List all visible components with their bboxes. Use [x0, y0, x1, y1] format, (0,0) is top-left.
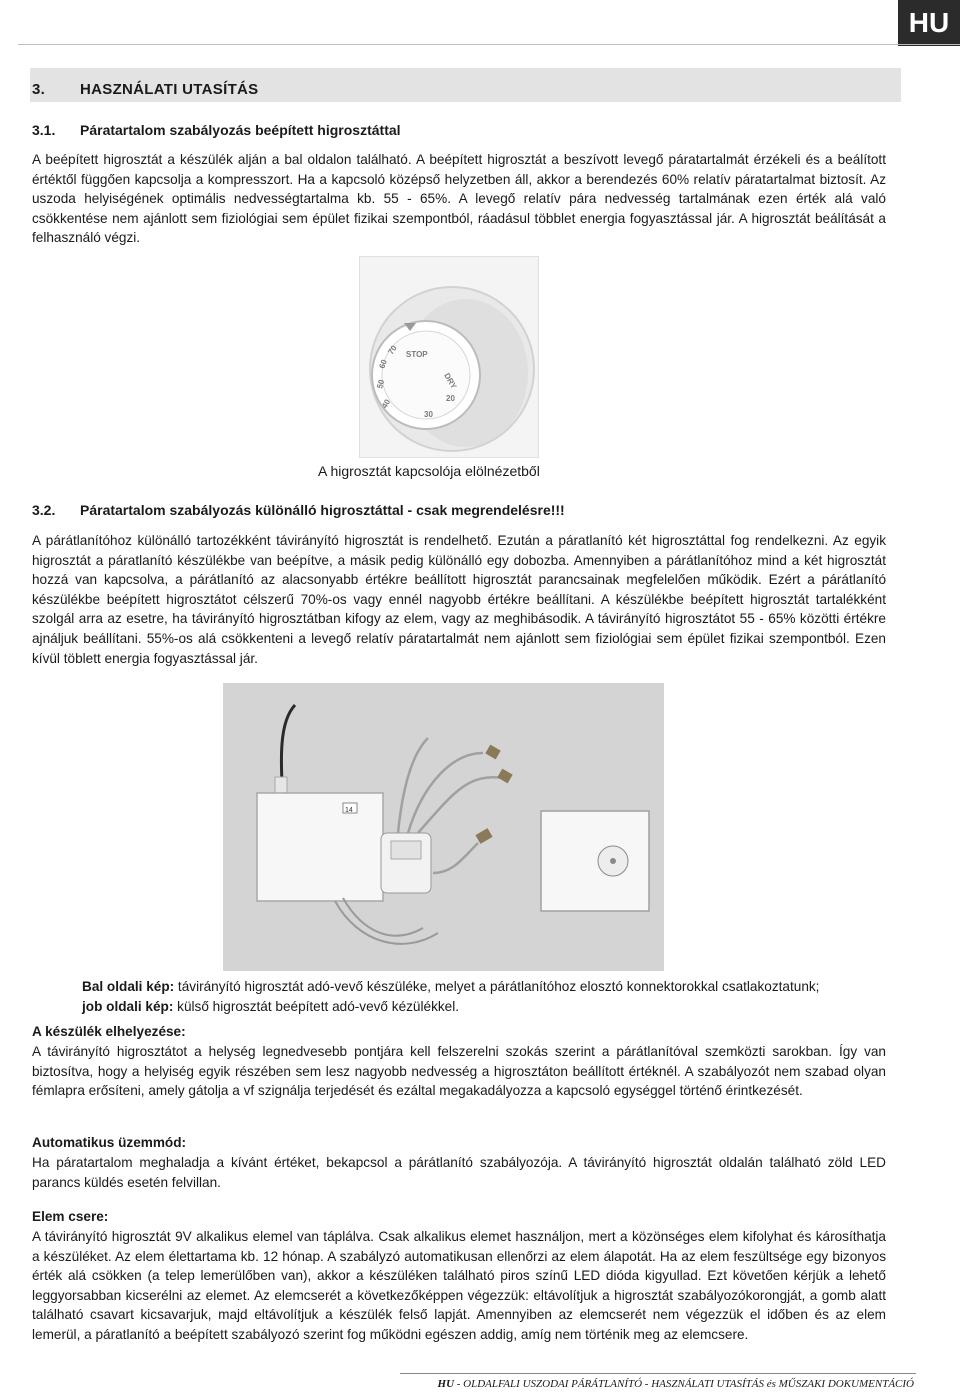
section-3-heading — [32, 81, 258, 98]
section-3-number: 3. — [32, 81, 46, 98]
footer-prefix: HU — [437, 1378, 455, 1390]
dial-figure-caption: A higrosztát kapcsolója elölnézetből — [318, 463, 540, 479]
section-3-1-title: Páratartalom szabályozás beépített higrosztáttal — [80, 122, 401, 138]
dial-label-50: 50 — [375, 378, 387, 390]
auto-mode-body: Ha páratartalom meghaladja a kívánt értéket, bekapcsol a párátlanító szabályozója. A távirányító higrosztát oldalán található zöld LED parancs küldés esetén felvillan. — [32, 1155, 886, 1190]
remote-hygrostat-photo — [223, 683, 664, 971]
section-3-1-heading — [32, 122, 401, 138]
remote-hygrostat-illustration — [223, 683, 664, 971]
top-divider — [18, 44, 960, 45]
dial-label-70: 70 — [386, 343, 399, 357]
battery-heading: Elem csere: — [32, 1209, 109, 1224]
dial-label-60: 60 — [377, 358, 389, 370]
placement-heading: A készülék elhelyezése: — [32, 1024, 186, 1039]
auto-mode-heading: Automatikus üzemmód: — [32, 1135, 187, 1150]
hygrostat-dial-photo — [359, 256, 539, 458]
section-3-1-number: 3.1. — [32, 122, 56, 138]
dial-label-20: 20 — [446, 394, 455, 403]
dial-label-30: 30 — [424, 410, 433, 419]
caption-right-text: külső higrosztát beépített adó-vevő kézülékkel. — [173, 998, 460, 1014]
hygrostat-dial-illustration — [360, 257, 538, 457]
section-3-2-title: Páratartalom szabályozás különálló higrosztáttal - csak megrendelésre!!! — [80, 502, 565, 518]
dial-label-dry: DRY — [442, 371, 459, 391]
section-3-2-heading — [32, 502, 565, 518]
page-footer — [400, 1378, 914, 1390]
section-3-title: HASZNÁLATI UTASÍTÁS — [80, 81, 259, 98]
dial-label-stop: STOP — [406, 350, 428, 359]
caption-left-label: Bal oldali kép: — [82, 979, 175, 994]
dial-label-40: 40 — [379, 397, 393, 410]
section-3-2-number: 3.2. — [32, 502, 56, 518]
footer-divider — [400, 1373, 916, 1374]
placement-body: A távirányító higrosztátot a helység legnedvesebb pontjára kell felszerelni szokás szerint a párátlanítóval szemközti sarokban. Így van biztosítva, hogy a helyiség egyik részében sem lesz nagyobb nedvesség a higrosztáton beállított értéknél. A szabályozót nem szabad olyan fémlapra erősíteni, amely gátolja a vf szignálja terjedését és ezáltal megakadályozza a kapcsoló egységgel történő érintkezését. — [32, 1044, 886, 1099]
footer-text: - OLDALFALI USZODAI PÁRÁTLANÍTÓ - HASZNÁLATI UTASÍTÁS és MŰSZAKI DOKUMENTÁCIÓ — [454, 1378, 914, 1390]
section-3-2-body: A párátlanítóhoz különálló tartozékként távirányító higrosztát is rendelhető. Ezután a páratlanító két higrosztáttal fog rendelkezni. Az egyik higrosztát a páratlanító készülékbe van beépítve, a másik pedig különálló egy dobozba. Amennyiben a párátlanítóhoz mind a két higrosztát hozzá van kapcsolva, a párátlanító az alacsonyabb értékre beállított higrosztát parancsainak megfelelően működik. Ezért a párátlanító készülékbe beépített higrosztátot célszerű 70%-os vagy ennél nagyobb értékre beállítani. A készülékbe beépített higrosztát tartalékként szolgál arra az esetre, ha távirányító higrosztátban kifogy az elem, vagy az meghibásodik. A távirányító higrosztátot 55 - 65% közötti értékre ajnáljuk beállítani. 55%-os alá csökkenteni a levegő relatív páratartalmát nem ajánlott sem fiziológiai sem épület fizikai szempontból. Ezen kívül töblett energia fogyasztással jár. — [32, 533, 886, 666]
devices-caption — [82, 977, 912, 1016]
device-tag: 14 — [345, 807, 353, 814]
battery-body: A távirányító higrosztát 9V alkalikus elemel van táplálva. Csak alkalikus elemet használjon, mert a közönséges elem kifolyhat és károsíthatja a készüléket. Az elem élettartama kb. 12 hónap. A szabályzó automatikusan ellenőrzi az elem álapotát. Ha az elem feszültsége egy bizonyos érték alá csökken (a telep lemerülőben van), akkor a készüléken található piros színű LED dióda kigyullad. Ezt követően kérjük a lehető leggyorsabban kicserélni az elemet. Az elemcserét a következőképpen végezzük: eltávolítjuk a higrosztát szabályozókorongját, a gomb alatt található csavart kicsavarjuk, majd eltávolítjuk a készülék felső lapját. Amennyiben az elemcserét nem végezzük el időben és az elem lemerül, a páratlanító a beépített szabályozó szerint fog működni egészen addig, amíg nem történik meg az elemcsere. — [32, 1229, 886, 1342]
caption-right-label: job oldali kép: — [82, 998, 174, 1014]
language-badge: HU — [898, 0, 960, 46]
caption-left-text: távirányító higrosztát adó-vevő készüléke, melyet a párátlanítóhoz elosztó konnektorokkal csatlakoztatunk; — [174, 979, 820, 994]
section-3-1-body: A beépített higrosztát a készülék alján a bal oldalon található. A beépített higrosztát a beszívott levegő páratartalmát érzékeli és a beálított értéktől függően kapcsolja a kompresszort. Ha a kapcsoló középső helyzetben áll, akkor a berendezés 60% relatív páratartalmat biztosít. Az uszoda helyiségének optimális nedvességtartalma kb. 55 - 65%. A levegő relatív pára nedvesség tartalmának ezen érték alá való csökkentése nem ajánlott sem fiziológiai sem épület fizikai szempontból, ráadásul többlet energia fogyasztással jár. A higrosztát beálítását a felhasználó végzi. — [32, 152, 886, 246]
